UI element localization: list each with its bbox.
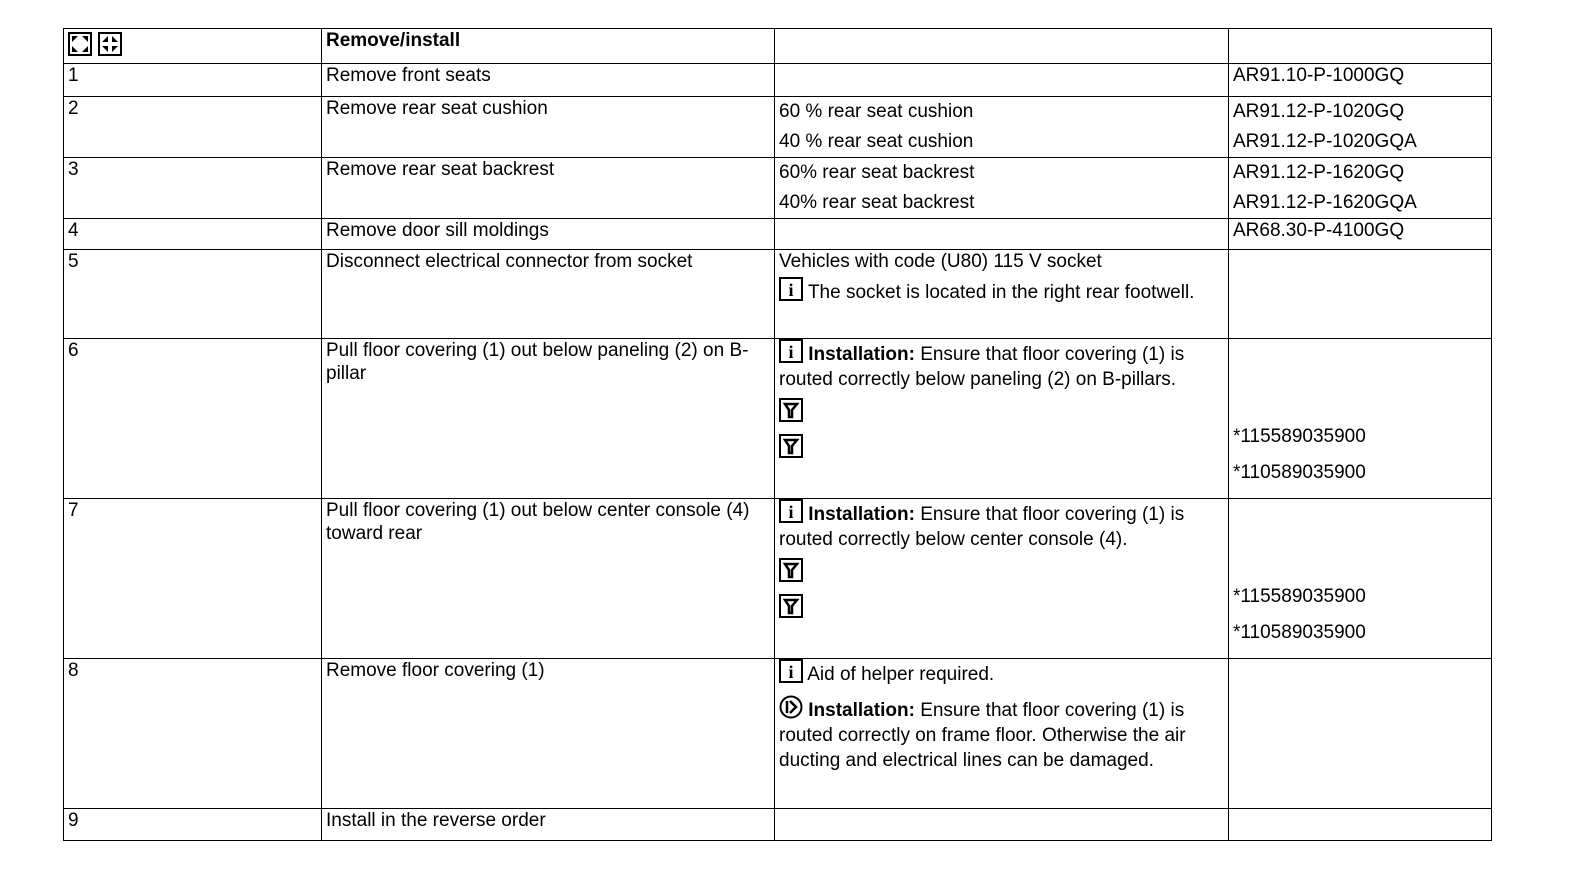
info-icon xyxy=(779,659,803,683)
step-action: Remove door sill moldings xyxy=(322,219,775,250)
table-header-row xyxy=(64,29,1492,64)
step-reference xyxy=(1229,809,1492,841)
step-reference xyxy=(1229,659,1492,809)
info-icon xyxy=(779,499,803,523)
step-reference xyxy=(1229,499,1492,659)
info-icon xyxy=(779,339,803,363)
tool-number[interactable]: *115589035900 xyxy=(1233,425,1366,447)
variant-label: 40 % rear seat cushion xyxy=(779,131,974,152)
tool-row xyxy=(779,552,1224,588)
tool-number[interactable]: *110589035900 xyxy=(1233,621,1366,643)
variant-label: 60% rear seat backrest xyxy=(779,162,975,183)
installation-note xyxy=(779,339,1224,392)
installation-label: Installation: xyxy=(808,344,915,365)
step-reference xyxy=(1229,158,1492,219)
table-row xyxy=(64,158,1492,219)
table-row xyxy=(64,809,1492,841)
step-details xyxy=(775,499,1229,659)
table-row xyxy=(64,339,1492,499)
installation-note xyxy=(779,499,1224,552)
svg-text:i: i xyxy=(788,342,794,362)
variant-label: 60 % rear seat cushion xyxy=(779,101,974,122)
step-condition: Vehicles with code (U80) 115 V socket xyxy=(779,251,1102,272)
step-details xyxy=(775,219,1229,250)
tool-row xyxy=(779,588,1224,624)
step-action: Pull floor covering (1) out below center console (4) toward rear xyxy=(322,499,775,659)
special-tool-icon[interactable] xyxy=(779,434,803,458)
tool-row xyxy=(779,392,1224,428)
header-empty-cell xyxy=(1229,29,1492,64)
installation-text: Ensure that floor covering (1) is routed correctly on frame floor. Otherwise the air ducting and electrical lines can be damaged. xyxy=(779,700,1186,771)
special-tool-icon[interactable] xyxy=(779,594,803,618)
info-note xyxy=(779,277,1224,304)
reference-link[interactable]: AR91.12-P-1020GQ xyxy=(1233,101,1405,122)
special-tool-icon[interactable] xyxy=(779,398,803,422)
special-tool-icon[interactable] xyxy=(779,558,803,582)
table-row xyxy=(64,499,1492,659)
step-details xyxy=(775,659,1229,809)
step-number: 3 xyxy=(64,158,322,219)
installation-note xyxy=(779,695,1224,773)
reference-link[interactable]: AR91.12-P-1020GQA xyxy=(1233,131,1417,152)
step-reference xyxy=(1229,97,1492,158)
installation-step-icon xyxy=(779,695,803,719)
variant-label: 40% rear seat backrest xyxy=(779,192,975,213)
step-number: 1 xyxy=(64,64,322,97)
step-number: 9 xyxy=(64,809,322,841)
step-action: Remove front seats xyxy=(322,64,775,97)
step-details xyxy=(775,339,1229,499)
step-reference[interactable]: AR68.30-P-4100GQ xyxy=(1229,219,1492,250)
step-action: Pull floor covering (1) out below paneling (2) on B-pillar xyxy=(322,339,775,499)
step-details xyxy=(775,158,1229,219)
step-number: 6 xyxy=(64,339,322,499)
step-number: 8 xyxy=(64,659,322,809)
table-row xyxy=(64,64,1492,97)
info-note-text: Aid of helper required. xyxy=(807,664,995,685)
header-empty-cell xyxy=(775,29,1229,64)
collapse-icon[interactable] xyxy=(98,32,122,56)
step-action: Remove rear seat backrest xyxy=(322,158,775,219)
installation-text: Ensure that floor covering (1) is routed correctly below center console (4). xyxy=(779,504,1185,550)
tool-number[interactable]: *115589035900 xyxy=(1233,585,1366,607)
step-details xyxy=(775,97,1229,158)
installation-label: Installation: xyxy=(808,504,915,525)
svg-text:i: i xyxy=(788,662,794,682)
table-row xyxy=(64,659,1492,809)
tool-number[interactable]: *110589035900 xyxy=(1233,461,1366,483)
info-note-text: The socket is located in the right rear footwell. xyxy=(807,282,1195,303)
step-number: 7 xyxy=(64,499,322,659)
step-details xyxy=(775,250,1229,339)
step-action: Install in the reverse order xyxy=(322,809,775,841)
expand-icon[interactable] xyxy=(68,32,92,56)
installation-label: Installation: xyxy=(808,700,915,721)
step-number: 2 xyxy=(64,97,322,158)
info-icon xyxy=(779,277,803,301)
info-note xyxy=(779,659,1224,695)
step-action: Remove rear seat cushion xyxy=(322,97,775,158)
step-number: 5 xyxy=(64,250,322,339)
step-reference[interactable]: AR91.10-P-1000GQ xyxy=(1229,64,1492,97)
table-row xyxy=(64,250,1492,339)
header-title: Remove/install xyxy=(322,29,775,64)
step-details xyxy=(775,64,1229,97)
header-icons-cell xyxy=(64,29,322,64)
svg-text:i: i xyxy=(788,280,794,300)
reference-link[interactable]: AR91.12-P-1620GQ xyxy=(1233,162,1405,183)
step-action: Disconnect electrical connector from socket xyxy=(322,250,775,339)
installation-text: Ensure that floor covering (1) is routed correctly below paneling (2) on B-pillars. xyxy=(779,344,1185,390)
table-row xyxy=(64,219,1492,250)
step-action: Remove floor covering (1) xyxy=(322,659,775,809)
step-reference xyxy=(1229,250,1492,339)
step-details xyxy=(775,809,1229,841)
svg-text:i: i xyxy=(788,502,794,522)
tool-row xyxy=(779,428,1224,464)
step-reference xyxy=(1229,339,1492,499)
procedure-table xyxy=(63,28,1492,841)
step-number: 4 xyxy=(64,219,322,250)
table-row xyxy=(64,97,1492,158)
reference-link[interactable]: AR91.12-P-1620GQA xyxy=(1233,192,1417,213)
